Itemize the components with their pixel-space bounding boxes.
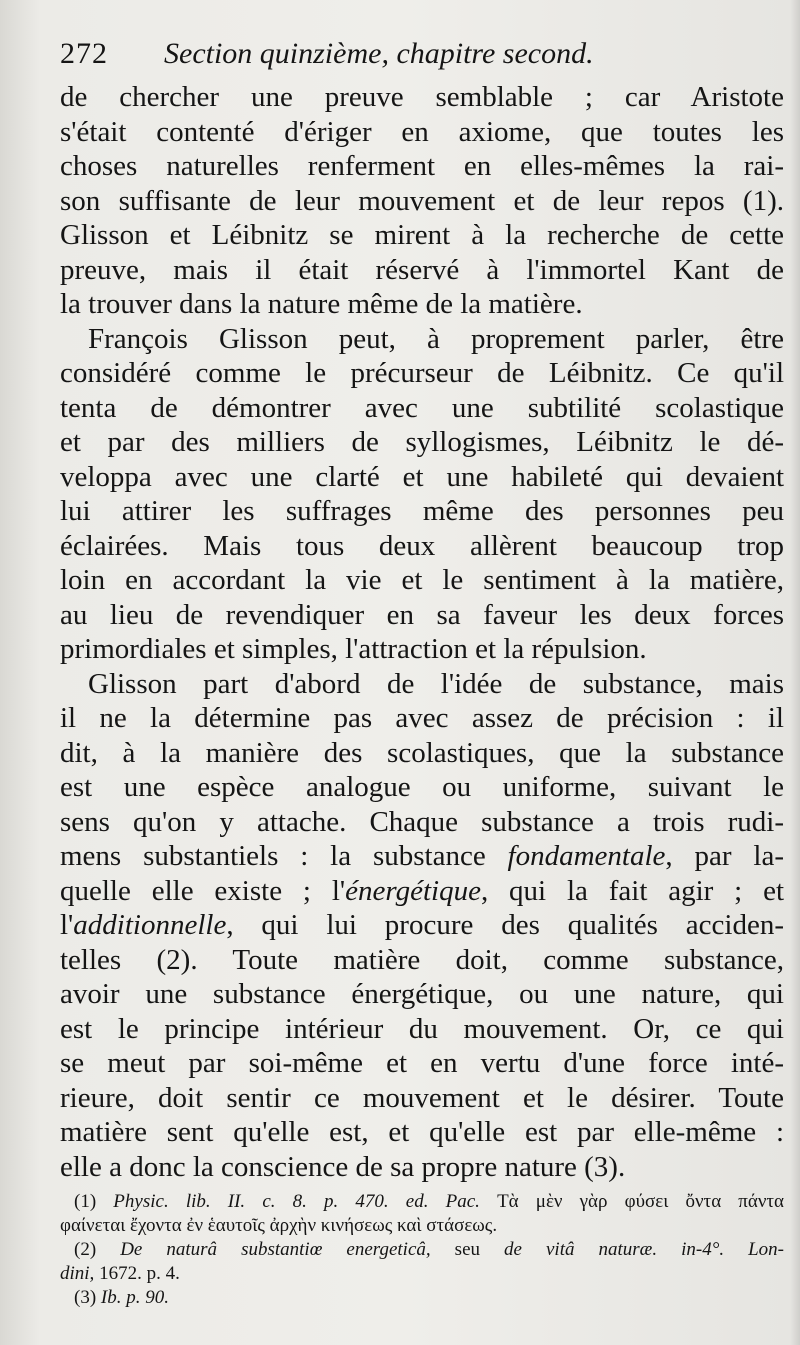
- text-line: telles (2). Toute matière doit, comme substance,: [60, 943, 784, 976]
- text-line: de chercher une preuve semblable ; car Aristote: [60, 81, 784, 113]
- text-line: preuve, mais il était réservé à l'immortel Kant de: [60, 253, 784, 286]
- text-line: loin en accordant la vie et le sentiment à la matière,: [60, 564, 784, 596]
- running-head: [60, 30, 784, 78]
- text-line: s'était contenté d'ériger en axiome, que toutes les: [60, 115, 784, 148]
- text-line: tenta de démontrer avec une subtilité scolastique: [60, 391, 784, 424]
- text-line: matière sent qu'elle est, et qu'elle est par elle-même :: [60, 1116, 784, 1148]
- text-line: la trouver dans la nature même de la matière.: [60, 288, 583, 320]
- footnote-1-continued: [60, 1214, 784, 1238]
- text-line: sens qu'on y attache. Chaque substance a trois rudi-: [60, 805, 784, 838]
- footnote-2-continued: [60, 1262, 784, 1286]
- text-line: Glisson part d'abord de l'idée de substance, mais: [88, 667, 784, 700]
- text-line: primordiales et simples, l'attraction et la répulsion.: [60, 633, 647, 665]
- text-line: mens substantiels : la substance fondamentale, par la-: [60, 840, 784, 872]
- italic-term: énergétique: [345, 874, 481, 907]
- footnote-2: [60, 1238, 784, 1262]
- footnote-reference: dini,: [60, 1263, 95, 1284]
- text-line: est une espèce analogue ou uniforme, suivant le: [60, 771, 784, 803]
- footnote-reference: De naturâ substantiœ energeticâ,: [120, 1239, 431, 1260]
- body-text: [60, 80, 784, 1184]
- text-line: Glisson et Léibnitz se mirent à la recherche de cette: [60, 219, 784, 251]
- text-line: au lieu de revendiquer en sa faveur les deux forces: [60, 598, 784, 631]
- text-line: avoir une substance énergétique, ou une nature, qui: [60, 978, 784, 1010]
- footnote-3: [60, 1286, 784, 1310]
- text-line: éclairées. Mais tous deux allèrent beaucoup trop: [60, 529, 784, 562]
- footnote-reference: Ib. p. 90.: [100, 1287, 169, 1308]
- text-line: choses naturelles renferment en elles-mêmes la rai-: [60, 150, 784, 182]
- text-line: veloppa avec une clarté et une habileté qui devaient: [60, 460, 784, 493]
- text-line: considéré comme le précurseur de Léibnitz. Ce qu'il: [60, 357, 784, 389]
- footnote-text: seu: [454, 1239, 480, 1260]
- text-line: elle a donc la conscience de sa propre nature (3).: [60, 1150, 626, 1183]
- text-line: il ne la détermine pas avec assez de précision : il: [60, 702, 784, 734]
- italic-term: additionnelle: [73, 909, 227, 941]
- footnotes: [60, 1190, 784, 1310]
- page-number: 272: [60, 37, 108, 70]
- footnote-reference: de vitâ naturæ. in-4°. Lon-: [504, 1239, 784, 1260]
- footnote-text: 1672. p. 4.: [99, 1263, 180, 1284]
- footnote-marker: (1): [74, 1191, 97, 1212]
- text-line: quelle elle existe ; l'énergétique, qui la fait agir ; et: [60, 874, 784, 907]
- footnote-1: [60, 1190, 784, 1214]
- text-line: est le principe intérieur du mouvement. Or, ce qui: [60, 1012, 784, 1045]
- text-line: dit, à la manière des scolastiques, que la substance: [60, 736, 784, 769]
- footnote-reference: Physic. lib. II. c. 8. p. 470. ed. Pac.: [113, 1191, 480, 1212]
- text-line: son suffisante de leur mouvement et de leur repos (1).: [60, 184, 784, 217]
- text-line: rieure, doit sentir ce mouvement et le désirer. Toute: [60, 1081, 784, 1114]
- italic-term: fondamentale: [507, 840, 666, 872]
- footnote-greek: φαίνεται ἔχοντα ἐν ἑαυτοῖς ἀρχὴν κινήσεως καὶ στάσεως.: [60, 1215, 498, 1236]
- text-line: l'additionnelle, qui lui procure des qualités acciden-: [60, 909, 784, 941]
- running-title: Section quinzième, chapitre second.: [164, 37, 594, 70]
- text-line: se meut par soi-même et en vertu d'une force inté-: [60, 1047, 784, 1079]
- text-line: lui attirer les suffrages même des personnes peu: [60, 495, 784, 527]
- text-line: François Glisson peut, à proprement parler, être: [88, 322, 784, 355]
- text-line: et par des milliers de syllogismes, Léibnitz le dé-: [60, 426, 784, 458]
- footnote-marker: (2): [74, 1239, 97, 1260]
- footnote-marker: (3): [74, 1287, 97, 1308]
- footnote-greek: Τὰ μὲν γὰρ φύσει ὄντα πάντα: [497, 1191, 784, 1212]
